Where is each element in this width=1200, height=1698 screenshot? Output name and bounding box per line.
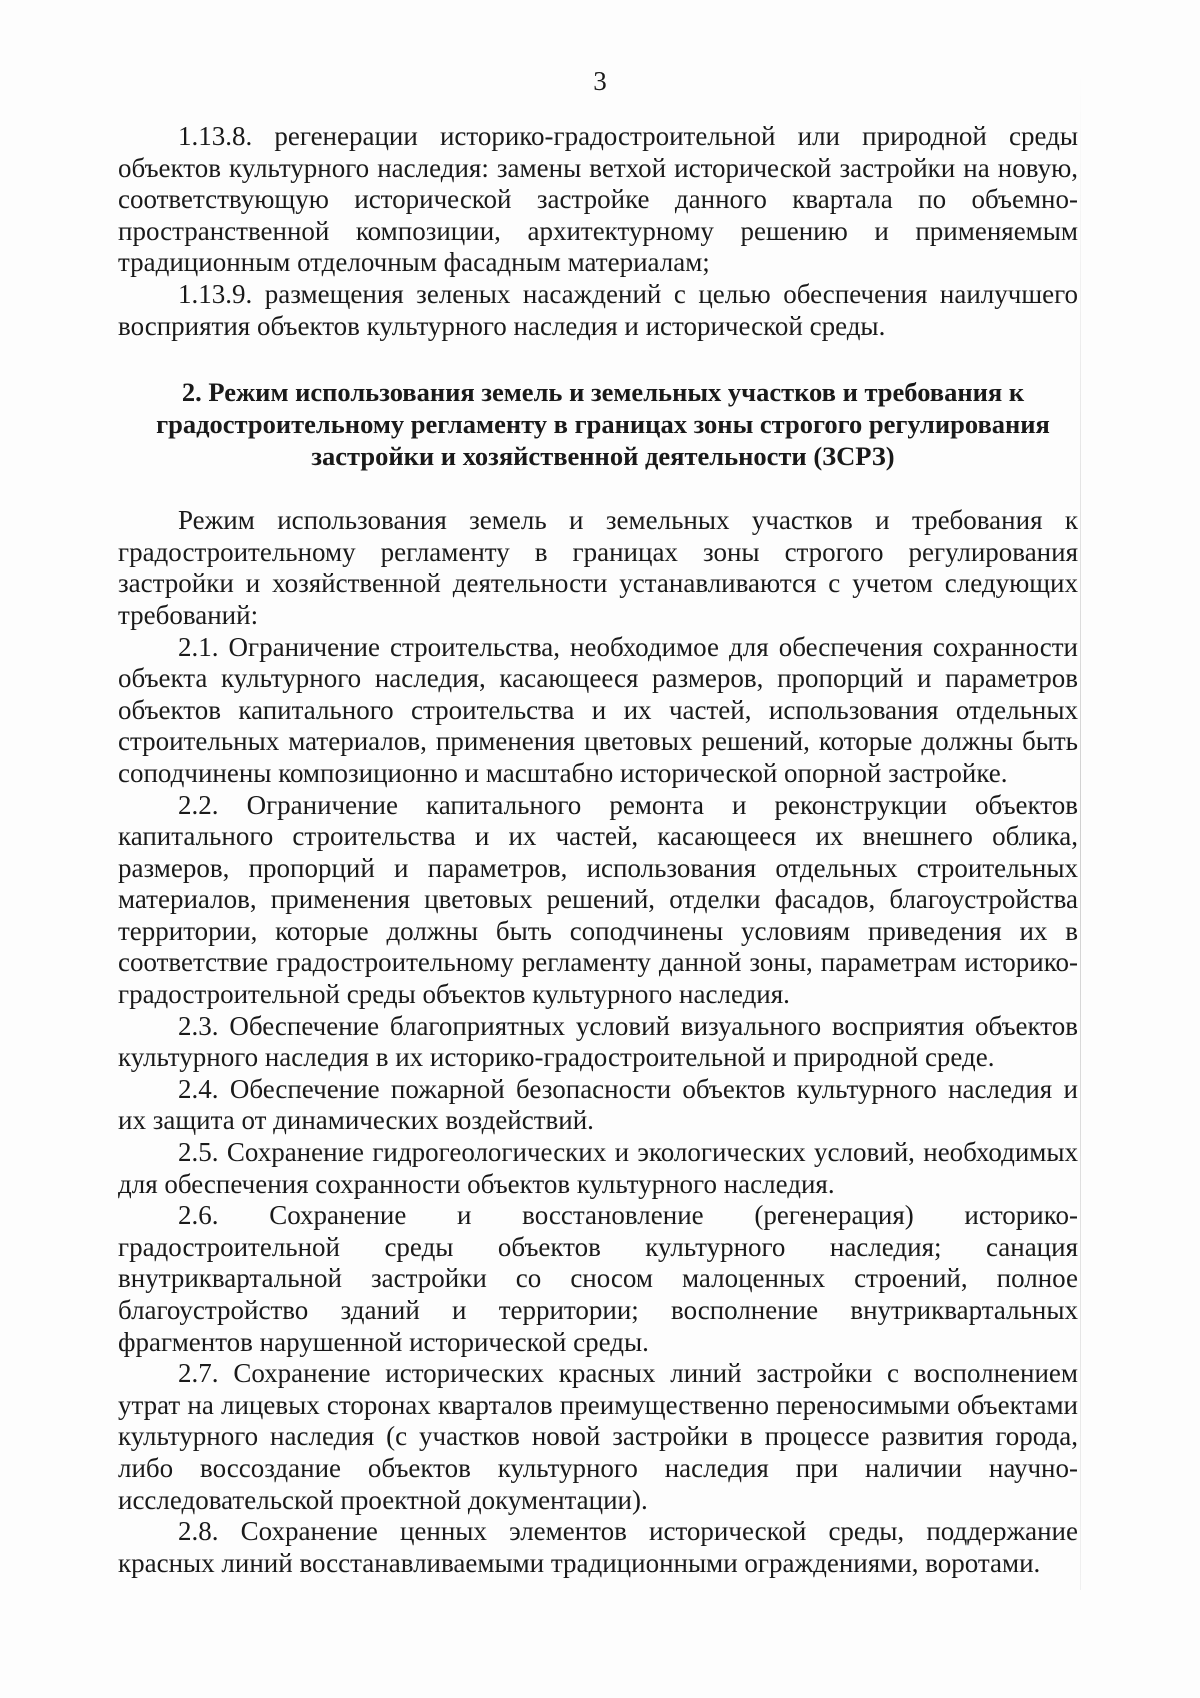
paragraph-2-5: 2.5. Сохранение гидрогеологических и экологических условий, необходимых для обеспечения сохранности объектов культурного наследия.	[118, 1137, 1078, 1199]
paragraph-2-2: 2.2. Ограничение капитального ремонта и реконструкции объектов капитального строительства и их частей, касающееся их внешнего облика, размеров, пропорций и параметров, использования отдельных строительных материалов, применения цветовых решений, отделки фасадов, благоустройства территории, которые должны быть соподчинены условиям приведения их в соответствие градостроительному регламенту данной зоны, параметрам историко-градостроительной среды объектов культурного наследия.	[118, 789, 1078, 1010]
section-intro-paragraph: Режим использования земель и земельных участков и требования к градостроительному регламенту в границах зоны строгого регулирования застройки и хозяйственной деятельности устанавливаются с учетом следующих требований:	[118, 505, 1078, 630]
paragraph-2-8: 2.8. Сохранение ценных элементов исторической среды, поддержание красных линий восстанавливаемыми традиционными ограждениями, воротами.	[118, 1516, 1078, 1578]
paragraph-2-7: 2.7. Сохранение исторических красных линий застройки с восполнением утрат на лицевых сторонах кварталов преимущественно переносимыми объектами культурного наследия (с участков новой застройки в процессе развития города, либо воссоздание объектов культурного наследия при наличии научно-исследовательской проектной документации).	[118, 1358, 1078, 1515]
scan-edge-line	[1080, 70, 1081, 1590]
paragraph-1-13-9: 1.13.9. размещения зеленых насаждений с целью обеспечения наилучшего восприятия объектов культурного наследия и исторической среды.	[118, 278, 1078, 341]
document-body	[118, 121, 1078, 1579]
page-number: 3	[593, 66, 607, 96]
section-heading: 2. Режим использования земель и земельных участков и требования к градостроительному регламенту в границах зоны строгого регулирования застройки и хозяйственной деятельности (ЗСРЗ)	[156, 377, 1050, 472]
paragraph-2-1: 2.1. Ограничение строительства, необходимое для обеспечения сохранности объекта культурного наследия, касающееся размеров, пропорций и параметров объектов капитального строительства и их частей, использования отдельных строительных материалов, применения цветовых решений, которые должны быть соподчинены композиционно и масштабно исторической опорной застройке.	[118, 631, 1078, 788]
paragraph-1-13-8: 1.13.8. регенерации историко-градостроительной или природной среды объектов культурного наследия: замены ветхой исторической застройки на новую, соответствующую исторической застройке данного квартала по объемно-пространственной композиции, архитектурному решению и применяемым традиционным отделочным фасадным материалам;	[118, 121, 1078, 278]
paragraph-2-4: 2.4. Обеспечение пожарной безопасности объектов культурного наследия и их защита от динамических воздействий.	[118, 1073, 1078, 1136]
paragraph-2-3: 2.3. Обеспечение благоприятных условий визуального восприятия объектов культурного наследия в их историко-градостроительной и природной среде.	[118, 1010, 1078, 1073]
paragraph-2-6: 2.6. Сохранение и восстановление (регенерация) историко-градостроительной среды объектов культурного наследия; санация внутриквартальной застройки со сносом малоценных строений, полное благоустройство зданий и территории; восполнение внутриквартальных фрагментов нарушенной исторической среды.	[118, 1200, 1078, 1357]
